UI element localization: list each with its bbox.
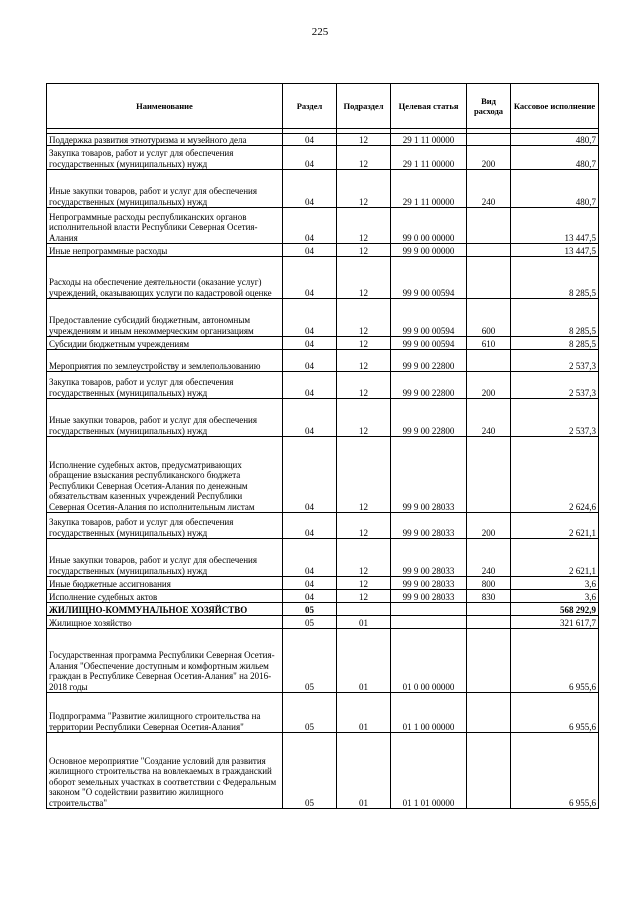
cell-section: 04	[283, 337, 337, 350]
cell-section: 04	[283, 372, 337, 399]
cell-subsection: 12	[337, 208, 391, 244]
cell-article: 99 9 00 22800	[391, 399, 467, 437]
cell-article: 99 9 00 00594	[391, 299, 467, 337]
table-row	[47, 693, 599, 733]
cell-subsection: 12	[337, 372, 391, 399]
cell-article: 99 9 00 28033	[391, 590, 467, 603]
table-row	[47, 372, 599, 399]
cell-subsection: 12	[337, 337, 391, 350]
cell-name: Поддержка развития этнотуризма и музейного дела	[47, 134, 283, 146]
cell-section: 05	[283, 693, 337, 733]
cell-name: Закупка товаров, работ и услуг для обеспечения государственных (муниципальных) нужд	[47, 146, 283, 170]
cell-kind: 200	[467, 146, 511, 170]
cell-kind: 800	[467, 577, 511, 590]
cell-section: 05	[283, 629, 337, 693]
cell-name: Основное мероприятие "Создание условий для развития жилищного строительства на вовлекаемых в гражданский оборот земельных участках в соответствии с Федеральным законом "О содействии развитию жилищного строительства"	[47, 733, 283, 809]
table-row	[47, 146, 599, 170]
table-row	[47, 590, 599, 603]
cell-subsection: 12	[337, 257, 391, 299]
cell-section: 05	[283, 616, 337, 629]
table-row	[47, 603, 599, 616]
cell-amount: 8 285,5	[511, 257, 599, 299]
cell-name: Иные закупки товаров, работ и услуг для обеспечения государственных (муниципальных) нужд	[47, 170, 283, 208]
cell-section: 04	[283, 513, 337, 539]
header-article: Целевая статья	[391, 84, 467, 129]
cell-article: 01 1 00 00000	[391, 693, 467, 733]
cell-amount: 2 621,1	[511, 539, 599, 577]
cell-section: 04	[283, 299, 337, 337]
cell-name: Иные непрограммные расходы	[47, 244, 283, 257]
cell-kind	[467, 208, 511, 244]
cell-amount: 6 955,6	[511, 733, 599, 809]
cell-subsection: 12	[337, 513, 391, 539]
cell-article	[391, 603, 467, 616]
cell-section: 04	[283, 244, 337, 257]
cell-article: 99 9 00 22800	[391, 372, 467, 399]
cell-name: Иные закупки товаров, работ и услуг для обеспечения государственных (муниципальных) нужд	[47, 399, 283, 437]
cell-section: 04	[283, 350, 337, 372]
cell-kind	[467, 350, 511, 372]
cell-section: 04	[283, 208, 337, 244]
cell-name: Предоставление субсидий бюджетным, автономным учреждениям и иным некоммерческим организациям	[47, 299, 283, 337]
cell-amount: 480,7	[511, 146, 599, 170]
table-row	[47, 629, 599, 693]
cell-kind	[467, 616, 511, 629]
cell-kind	[467, 437, 511, 513]
cell-amount: 480,7	[511, 170, 599, 208]
cell-kind: 240	[467, 170, 511, 208]
cell-subsection: 01	[337, 616, 391, 629]
cell-article: 99 9 00 28033	[391, 577, 467, 590]
cell-name: Субсидии бюджетным учреждениям	[47, 337, 283, 350]
cell-name: Подпрограмма "Развитие жилищного строительства на территории Республики Северная Осетия-Алания"	[47, 693, 283, 733]
cell-kind: 610	[467, 337, 511, 350]
cell-name: Иные бюджетные ассигнования	[47, 577, 283, 590]
cell-article: 99 0 00 00000	[391, 208, 467, 244]
cell-section: 04	[283, 146, 337, 170]
cell-kind	[467, 603, 511, 616]
cell-section: 05	[283, 603, 337, 616]
cell-article: 29 1 11 00000	[391, 134, 467, 146]
cell-amount: 2 537,3	[511, 399, 599, 437]
cell-name: ЖИЛИЩНО-КОММУНАЛЬНОЕ ХОЗЯЙСТВО	[47, 603, 283, 616]
cell-name: Непрограммные расходы республиканских органов исполнительной власти Республики Северная Осетия-Алания	[47, 208, 283, 244]
cell-name: Мероприятия по землеустройству и землепользованию	[47, 350, 283, 372]
cell-name: Исполнение судебных актов	[47, 590, 283, 603]
cell-article: 99 9 00 28033	[391, 539, 467, 577]
cell-subsection: 12	[337, 244, 391, 257]
cell-subsection: 12	[337, 590, 391, 603]
cell-subsection: 12	[337, 399, 391, 437]
cell-article: 99 9 00 00594	[391, 337, 467, 350]
cell-amount: 13 447,5	[511, 244, 599, 257]
cell-section: 04	[283, 170, 337, 208]
cell-subsection: 12	[337, 146, 391, 170]
cell-kind: 830	[467, 590, 511, 603]
header-subsection: Подраздел	[337, 84, 391, 129]
cell-kind	[467, 693, 511, 733]
cell-kind: 240	[467, 539, 511, 577]
cell-name: Иные закупки товаров, работ и услуг для обеспечения государственных (муниципальных) нужд	[47, 539, 283, 577]
budget-table	[46, 83, 599, 809]
header-section: Раздел	[283, 84, 337, 129]
cell-subsection: 12	[337, 350, 391, 372]
cell-name: Жилищное хозяйство	[47, 616, 283, 629]
cell-subsection: 12	[337, 577, 391, 590]
cell-kind: 200	[467, 372, 511, 399]
cell-section: 04	[283, 539, 337, 577]
table-header	[47, 84, 599, 129]
table-row	[47, 539, 599, 577]
cell-name: Расходы на обеспечение деятельности (оказание услуг) учреждений, оказывающих услуги по кадастровой оценке	[47, 257, 283, 299]
cell-kind	[467, 257, 511, 299]
cell-article: 29 1 11 00000	[391, 170, 467, 208]
cell-kind: 240	[467, 399, 511, 437]
table-row	[47, 299, 599, 337]
cell-subsection	[337, 603, 391, 616]
cell-article: 29 1 11 00000	[391, 146, 467, 170]
table-row	[47, 733, 599, 809]
table-row	[47, 170, 599, 208]
cell-section: 04	[283, 399, 337, 437]
table-row	[47, 616, 599, 629]
cell-subsection: 12	[337, 437, 391, 513]
table-row	[47, 577, 599, 590]
cell-article: 99 9 00 00594	[391, 257, 467, 299]
cell-article: 01 0 00 00000	[391, 629, 467, 693]
table-row	[47, 350, 599, 372]
header-kind: Вид расхода	[467, 84, 511, 129]
header-name: Наименование	[47, 84, 283, 129]
cell-amount: 8 285,5	[511, 337, 599, 350]
table-row	[47, 437, 599, 513]
table-row	[47, 257, 599, 299]
cell-subsection: 12	[337, 299, 391, 337]
table-row	[47, 208, 599, 244]
table-row	[47, 399, 599, 437]
table-row	[47, 337, 599, 350]
cell-amount: 13 447,5	[511, 208, 599, 244]
cell-name: Исполнение судебных актов, предусматривающих обращение взыскания республиканского бюджета Республики Северная Осетия-Алания по денежным обязательствам казенных учреждений Республики Северная Осетия-Алания по исполнительным листам	[47, 437, 283, 513]
cell-amount: 3,6	[511, 577, 599, 590]
cell-subsection: 01	[337, 693, 391, 733]
cell-kind: 200	[467, 513, 511, 539]
cell-kind	[467, 244, 511, 257]
cell-amount: 321 617,7	[511, 616, 599, 629]
cell-article: 99 9 00 22800	[391, 350, 467, 372]
cell-amount: 2 621,1	[511, 513, 599, 539]
cell-section: 04	[283, 257, 337, 299]
header-amount: Кассовое исполнение	[511, 84, 599, 129]
table-row	[47, 513, 599, 539]
cell-subsection: 01	[337, 733, 391, 809]
cell-name: Закупка товаров, работ и услуг для обеспечения государственных (муниципальных) нужд	[47, 372, 283, 399]
cell-section: 04	[283, 437, 337, 513]
cell-amount: 6 955,6	[511, 693, 599, 733]
cell-article: 01 1 01 00000	[391, 733, 467, 809]
cell-kind	[467, 733, 511, 809]
cell-amount: 2 624,6	[511, 437, 599, 513]
cell-subsection: 12	[337, 539, 391, 577]
cell-kind	[467, 134, 511, 146]
cell-amount: 3,6	[511, 590, 599, 603]
page-number: 225	[311, 26, 329, 38]
cell-section: 04	[283, 590, 337, 603]
cell-article: 99 9 00 28033	[391, 437, 467, 513]
cell-section: 05	[283, 733, 337, 809]
cell-kind	[467, 629, 511, 693]
table-row	[47, 134, 599, 146]
cell-amount: 2 537,3	[511, 350, 599, 372]
cell-section: 04	[283, 134, 337, 146]
cell-article	[391, 616, 467, 629]
cell-amount: 8 285,5	[511, 299, 599, 337]
cell-section: 04	[283, 577, 337, 590]
cell-subsection: 12	[337, 134, 391, 146]
table-row	[47, 244, 599, 257]
cell-amount: 480,7	[511, 134, 599, 146]
cell-amount: 2 537,3	[511, 372, 599, 399]
cell-name: Государственная программа Республики Северная Осетия-Алания "Обеспечение доступным и комфортным жильем граждан в Республике Северная Осетия-Алания" на 2016-2018 годы	[47, 629, 283, 693]
cell-subsection: 12	[337, 170, 391, 208]
cell-amount: 568 292,9	[511, 603, 599, 616]
cell-amount: 6 955,6	[511, 629, 599, 693]
cell-name: Закупка товаров, работ и услуг для обеспечения государственных (муниципальных) нужд	[47, 513, 283, 539]
cell-article: 99 9 00 28033	[391, 513, 467, 539]
cell-kind: 600	[467, 299, 511, 337]
cell-subsection: 01	[337, 629, 391, 693]
cell-article: 99 9 00 00000	[391, 244, 467, 257]
